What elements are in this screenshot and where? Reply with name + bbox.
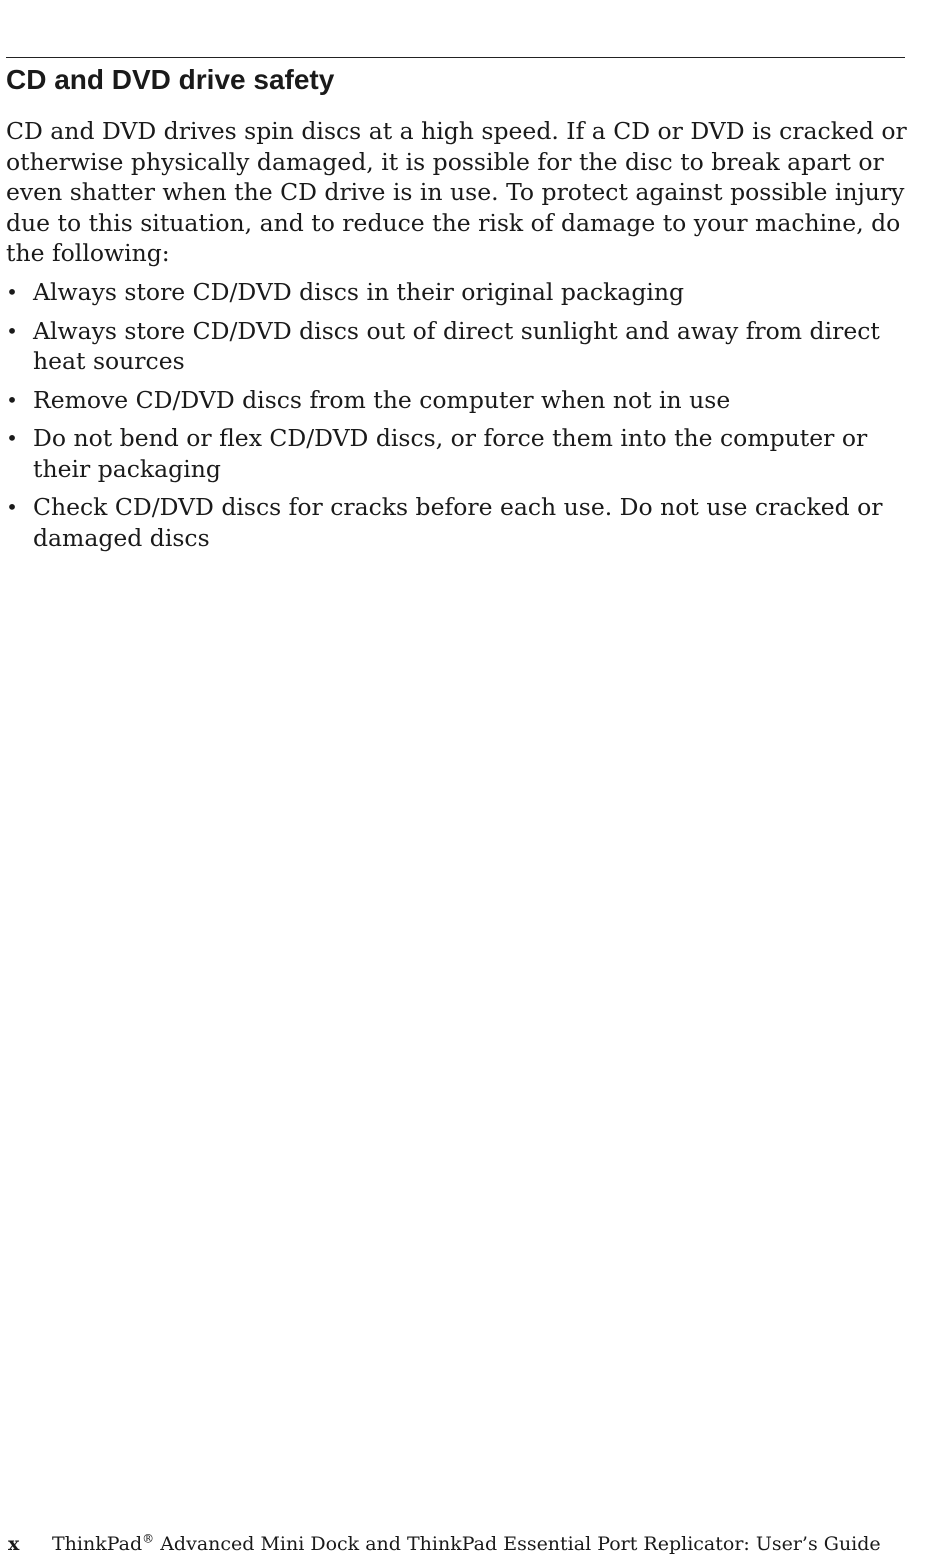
bullet-icon: • <box>6 495 18 519</box>
bullet-icon: • <box>6 387 18 412</box>
registered-mark: ® <box>142 1531 155 1546</box>
list-item <box>6 316 911 377</box>
list-item-text: Always store CD/DVD discs in their original packaging <box>33 278 685 306</box>
list-item-text: Remove CD/DVD discs from the computer when not in use <box>33 385 731 414</box>
intro-paragraph: CD and DVD drives spin discs at a high speed. If a CD or DVD is cracked or otherwise physically damaged, it is possible for the disc to break apart or even shatter when the CD drive is in use. To protect against possible injury due to this situation, and to reduce the risk of damage to your machine, do the following: <box>6 117 907 267</box>
footer-title: Advanced Mini Dock and ThinkPad Essential Port Replicator: User’s Guide <box>154 1533 881 1555</box>
bullet-icon: • <box>6 280 18 304</box>
page-number: x <box>8 1533 20 1555</box>
list-item <box>6 423 911 484</box>
footer-brand: ThinkPad <box>52 1533 143 1555</box>
bullet-icon: • <box>6 426 18 450</box>
safety-bullet-list <box>6 277 911 561</box>
bullet-icon: • <box>6 318 18 343</box>
page-footer <box>8 1531 881 1557</box>
list-item <box>6 385 911 416</box>
top-rule <box>6 57 905 58</box>
section-heading: CD and DVD drive safety <box>6 64 335 95</box>
list-item <box>6 277 911 308</box>
list-item-text: Do not bend or flex CD/DVD discs, or force them into the computer or their packaging <box>33 424 868 483</box>
list-item-text: Check CD/DVD discs for cracks before each use. Do not use cracked or damaged discs <box>33 493 883 552</box>
list-item-text: Always store CD/DVD discs out of direct sunlight and away from direct heat sources <box>33 316 880 375</box>
list-item <box>6 492 911 553</box>
